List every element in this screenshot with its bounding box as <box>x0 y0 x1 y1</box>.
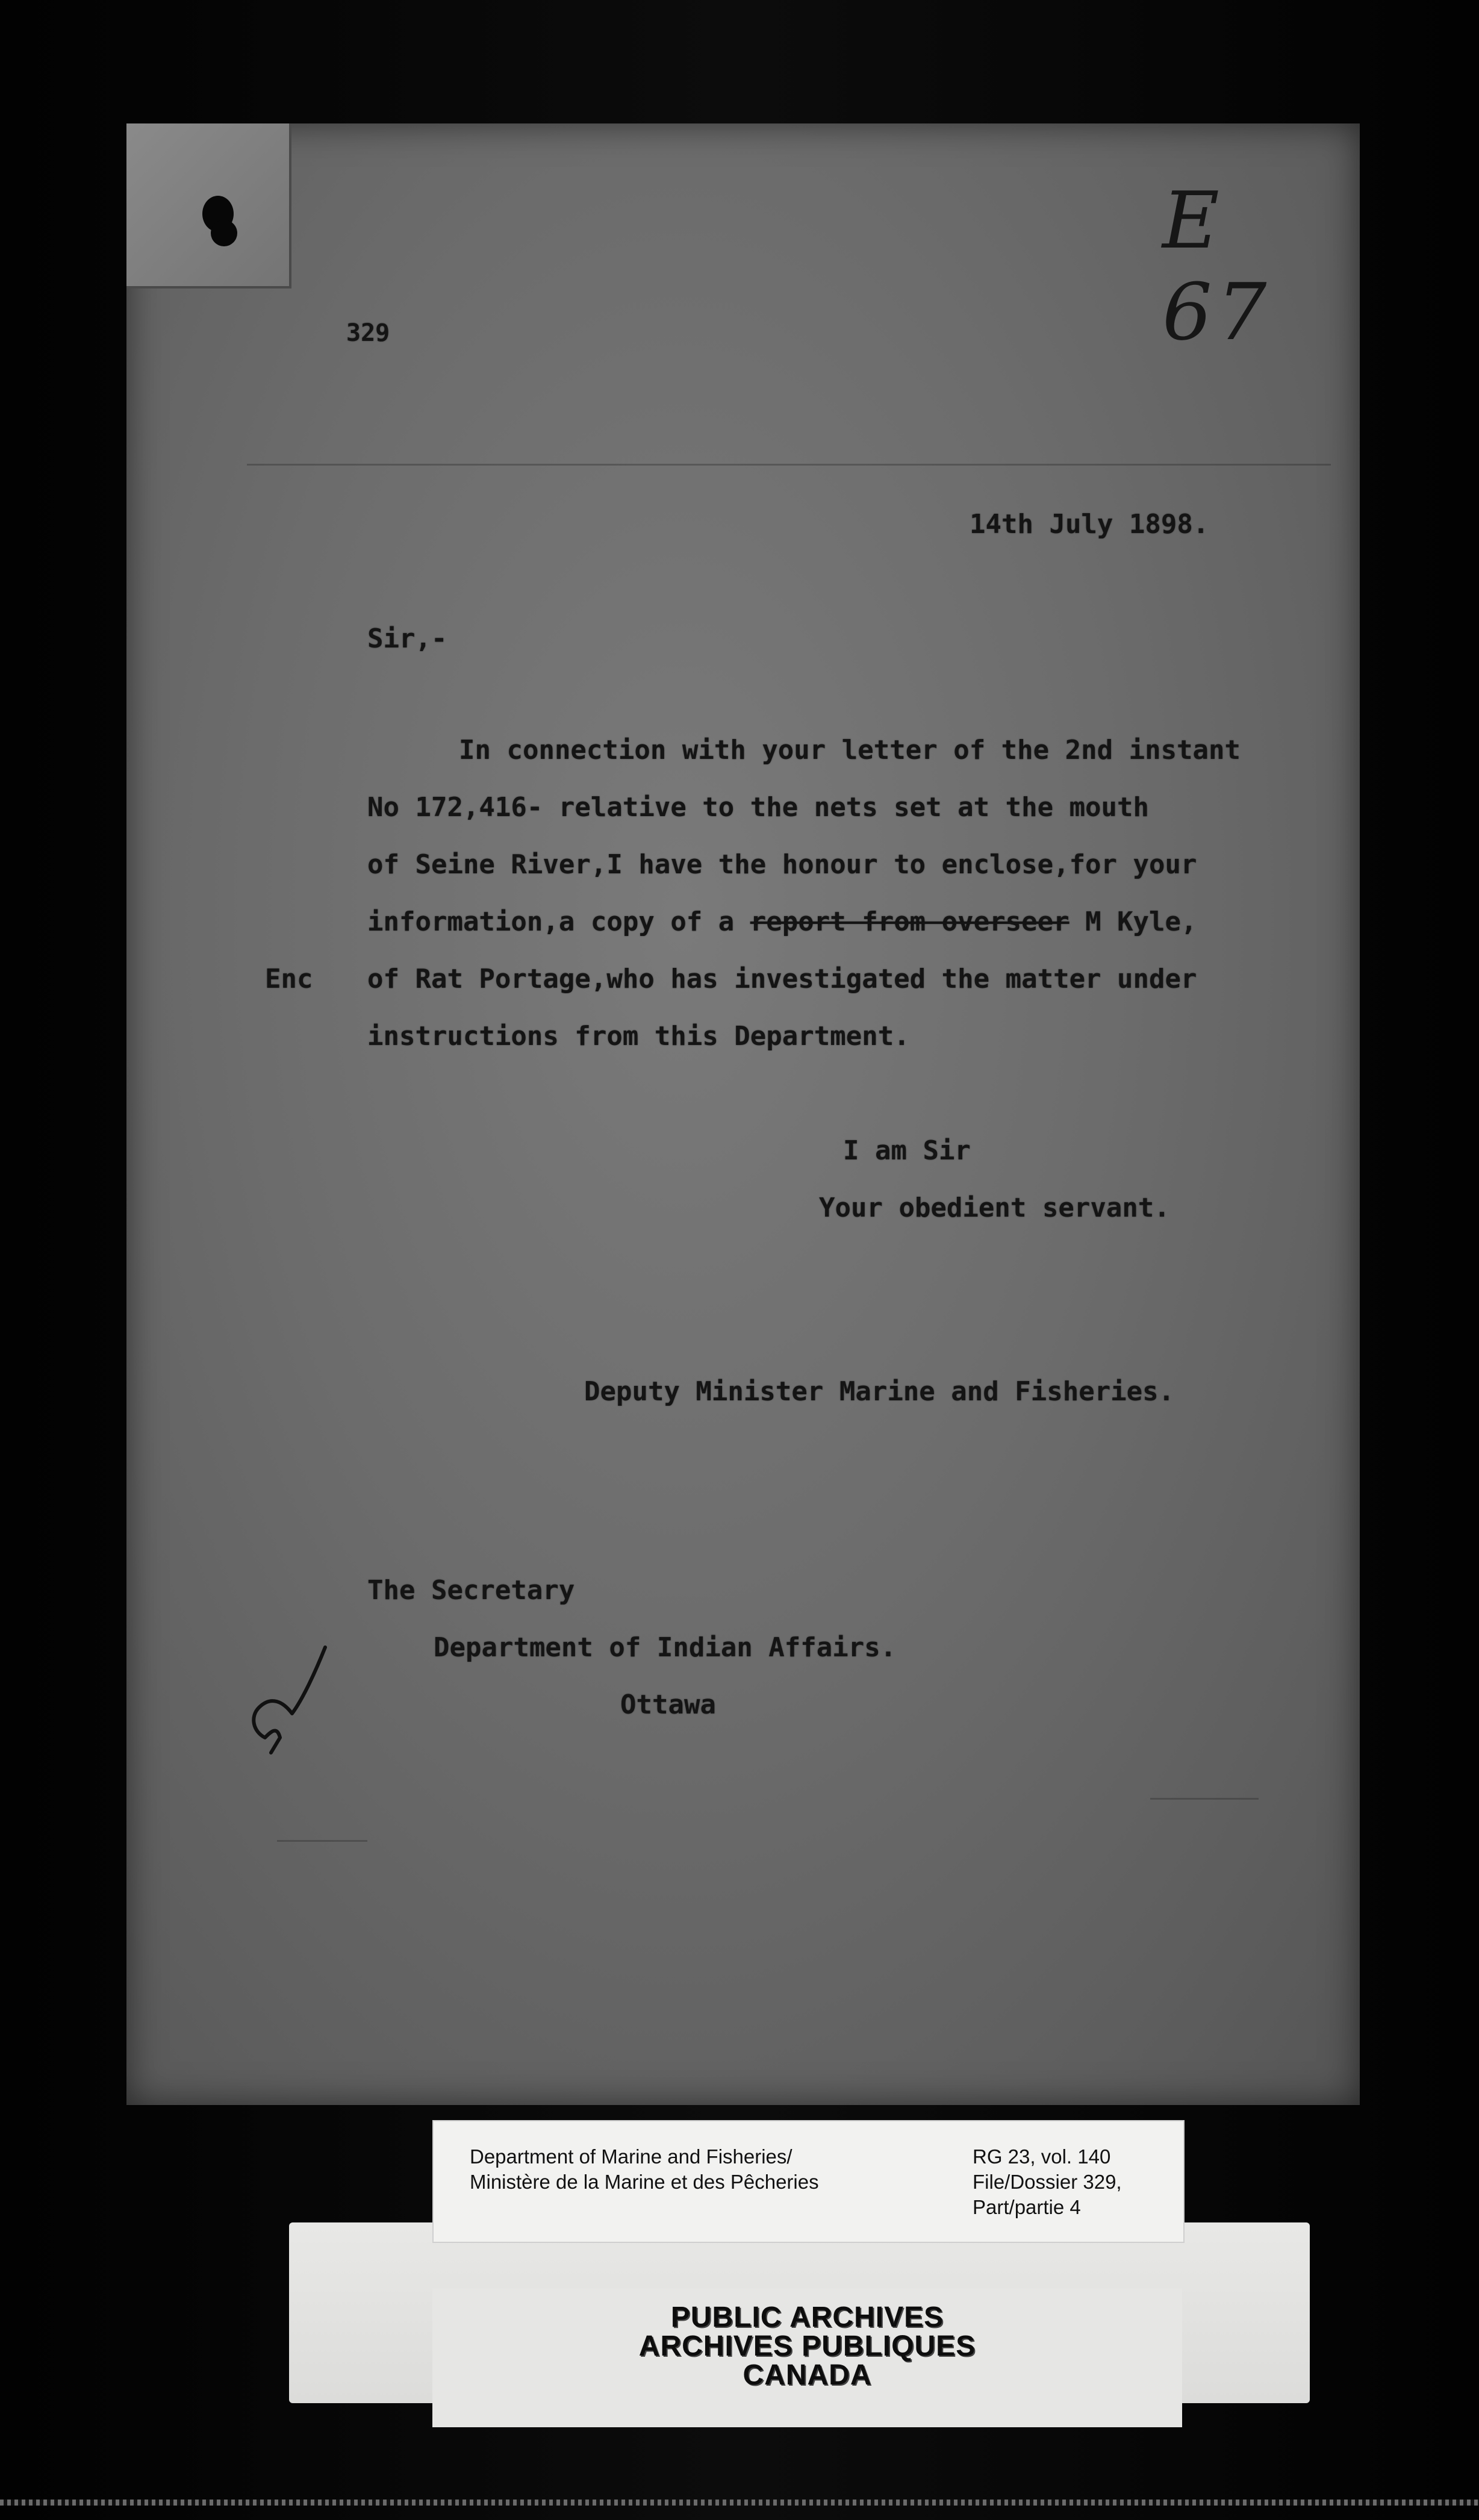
label-department-en: Department of Marine and Fisheries/ <box>470 2145 792 2168</box>
film-edge-stripe <box>0 2500 1479 2506</box>
closing-line: I am Sir <box>843 1135 971 1166</box>
label-file: File/Dossier 329, <box>973 2171 1122 2193</box>
struck-out-text: report from overseer <box>750 906 1070 937</box>
handwritten-initial <box>235 1641 355 1756</box>
handwritten-reference: E 67 <box>1162 175 1272 358</box>
enclosure-note: Enc <box>265 964 313 994</box>
body-line: of Rat Portage,who has investigated the matter under <box>367 964 1197 994</box>
body-line: In connection with your letter of the 2nd instant <box>459 735 1241 766</box>
body-line-tail: M Kyle, <box>1069 906 1197 937</box>
body-line: No 172,416- relative to the nets set at the mouth <box>367 792 1150 823</box>
address-line: The Secretary <box>367 1575 575 1606</box>
closing-line: Your obedient servant. <box>819 1193 1170 1223</box>
stamp-line: CANADA <box>743 2359 872 2391</box>
stamp-line: PUBLIC ARCHIVES <box>670 2301 944 2333</box>
signature-title: Deputy Minister Marine and Fisheries. <box>584 1376 1175 1407</box>
faint-rule <box>1150 1798 1259 1800</box>
body-line: instructions from this Department. <box>367 1021 910 1052</box>
address-line: Ottawa <box>620 1689 716 1720</box>
body-line <box>367 906 1197 937</box>
stamp-line: ARCHIVES PUBLIQUES <box>638 2330 976 2362</box>
faint-rule <box>247 464 1331 466</box>
label-department-fr: Ministère de la Marine et des Pêcheries <box>470 2171 819 2193</box>
letter-date: 14th July 1898. <box>970 509 1209 540</box>
body-line-text: information,a copy of a <box>367 906 735 937</box>
archive-label <box>432 2120 1185 2243</box>
label-record-group: RG 23, vol. 140 <box>973 2145 1111 2168</box>
address-line: Department of Indian Affairs. <box>434 1632 897 1663</box>
punch-hole <box>211 220 237 246</box>
archives-stamp <box>432 2289 1182 2427</box>
file-number: 329 <box>346 319 390 347</box>
salutation: Sir,- <box>367 623 447 654</box>
label-part: Part/partie 4 <box>973 2196 1081 2218</box>
body-line: of Seine River,I have the honour to enclose,for your <box>367 849 1197 880</box>
faint-rule <box>277 1840 367 1842</box>
letter-page <box>126 123 1360 2105</box>
